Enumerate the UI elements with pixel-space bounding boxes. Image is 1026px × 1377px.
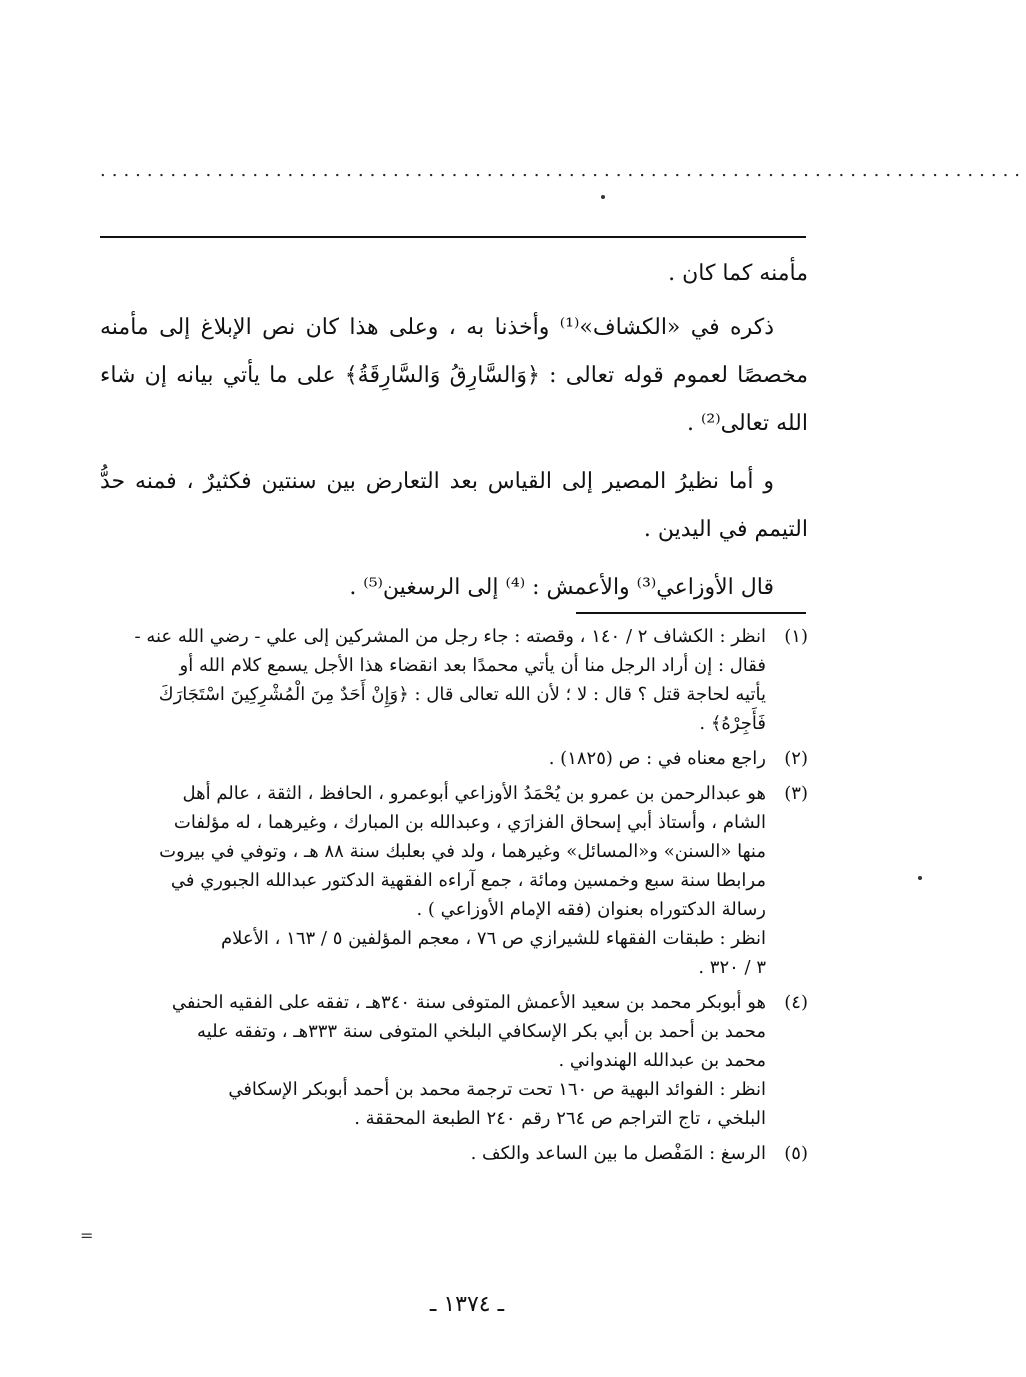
- dotted-separator: ...............................................................................: [100, 160, 1026, 181]
- footnote-line: منها «السنن» و«المسائل» وغيرهما ، ولد في بعلبك سنة ٨٨ هـ ، وتوفي في بيروت: [159, 841, 766, 862]
- footnote-line: انظر : طبقات الفقهاء للشيرازي ص ٧٦ ، معجم المؤلفين ٥ / ١٦٣ ، الأعلام: [221, 928, 766, 949]
- footnote-4: [100, 988, 808, 1133]
- footnote-line: انظر : الكشاف ٢ / ١٤٠ ، وقصته : جاء رجل من المشركين إلى علي - رضي الله عنه -: [134, 626, 766, 647]
- paragraph-1: مأمنه كما كان .: [668, 261, 808, 286]
- footnote-body: [100, 1139, 766, 1168]
- footnote-number: (٥): [784, 1143, 808, 1164]
- footnote-number: (٤): [784, 992, 808, 1013]
- footnote-body: [100, 988, 766, 1133]
- page-number: ـ ١٣٧٤ ـ: [429, 1292, 505, 1317]
- paragraph-2: ذكره في «الكشاف»⁽¹⁾ وأخذنا به ، وعلى هذا كان نص الإبلاغ إلى مأمنه مخصصًا لعموم قوله تعالى : ﴿وَالسَّارِقُ وَالسَّارِقَةُ﴾ على ما يأتي بيانه إن شاء الله تعالى⁽²⁾ .: [100, 315, 808, 436]
- footnote-line: ٣ / ٣٢٠ .: [698, 957, 766, 978]
- footnote-line: فقال : إن أراد الرجل منا أن يأتي محمدًا بعد انقضاء هذا الأجل يسمع كلام الله أو: [179, 655, 766, 676]
- footnote-line: البلخي ، تاج التراجم ص ٢٦٤ رقم ٢٤٠ الطبعة المحققة .: [354, 1108, 766, 1129]
- footnote-line: مرابطا سنة سبع وخمسين ومائة ، جمع آراءه الفقهية الدكتور عبدالله الجبوري في: [170, 870, 766, 891]
- footnote-number: (١): [784, 626, 808, 647]
- footnote-1: [100, 622, 808, 738]
- main-text: [100, 250, 808, 612]
- paragraph-3: و أما نظيرُ المصير إلى القياس بعد التعارض بين سنتين فكثيرٌ ، فمنه حدُّ التيمم في اليدين .: [100, 469, 808, 542]
- footnote-body: [100, 744, 766, 773]
- top-rule: [100, 236, 806, 238]
- footnote-3: [100, 779, 808, 982]
- footnote-2: [100, 744, 808, 773]
- margin-mark: =: [80, 1226, 94, 1245]
- footnote-line: راجع معناه في : ص (١٨٢٥) .: [548, 748, 766, 769]
- footnote-line: محمد بن أحمد بن أبي بكر الإسكافي البلخي المتوفى سنة ٣٣٣هـ ، وتفقه عليه: [196, 1021, 766, 1042]
- paragraph-4: قال الأوزاعي⁽³⁾ والأعمش : ⁽⁴⁾ إلى الرسغين⁽⁵⁾ .: [349, 575, 774, 600]
- footnote-line: هو أبوبكر محمد بن سعيد الأعمش المتوفى سنة ٣٤٠هـ ، تفقه على الفقيه الحنفي: [171, 992, 766, 1013]
- footnote-number: (٢): [784, 748, 808, 769]
- footnote-line: رسالة الدكتوراه بعنوان (فقه الإمام الأوزاعي ) .: [416, 899, 766, 920]
- footnote-line: الرسغ : المَفْصل ما بين الساعد والكف .: [470, 1143, 766, 1164]
- footnote-body: [100, 622, 766, 738]
- footnote-number: (٣): [784, 783, 808, 804]
- footnote-line: يأتيه لحاجة قتل ؟ قال : لا ؛ لأن الله تعالى قال : ﴿وَإِنْ أَحَدٌ مِنَ الْمُشْرِكِينَ اسْتَجَارَكَ: [158, 684, 766, 705]
- footnote-5: [100, 1139, 808, 1168]
- footnote-line: محمد بن عبدالله الهندواني .: [558, 1050, 766, 1071]
- footnotes: [100, 622, 808, 1174]
- margin-dot: [918, 876, 922, 880]
- footnote-rule: [576, 612, 806, 614]
- footnote-line: هو عبدالرحمن بن عمرو بن يُحْمَدُ الأوزاعي أبوعمرو ، الحافظ ، الثقة ، عالم أهل: [182, 783, 766, 804]
- footnote-body: [100, 779, 766, 982]
- footnote-line: انظر : الفوائد البهية ص ١٦٠ تحت ترجمة محمد بن أحمد أبوبكر الإسكافي: [228, 1079, 766, 1100]
- footnote-line: الشام ، وأستاذ أبي إسحاق الفزارَي ، وعبدالله بن المبارك ، وغيرهما ، له مؤلفات: [173, 812, 766, 833]
- stray-dot: [601, 195, 605, 199]
- footnote-line: فَأَجِرْهُ﴾ .: [699, 713, 766, 734]
